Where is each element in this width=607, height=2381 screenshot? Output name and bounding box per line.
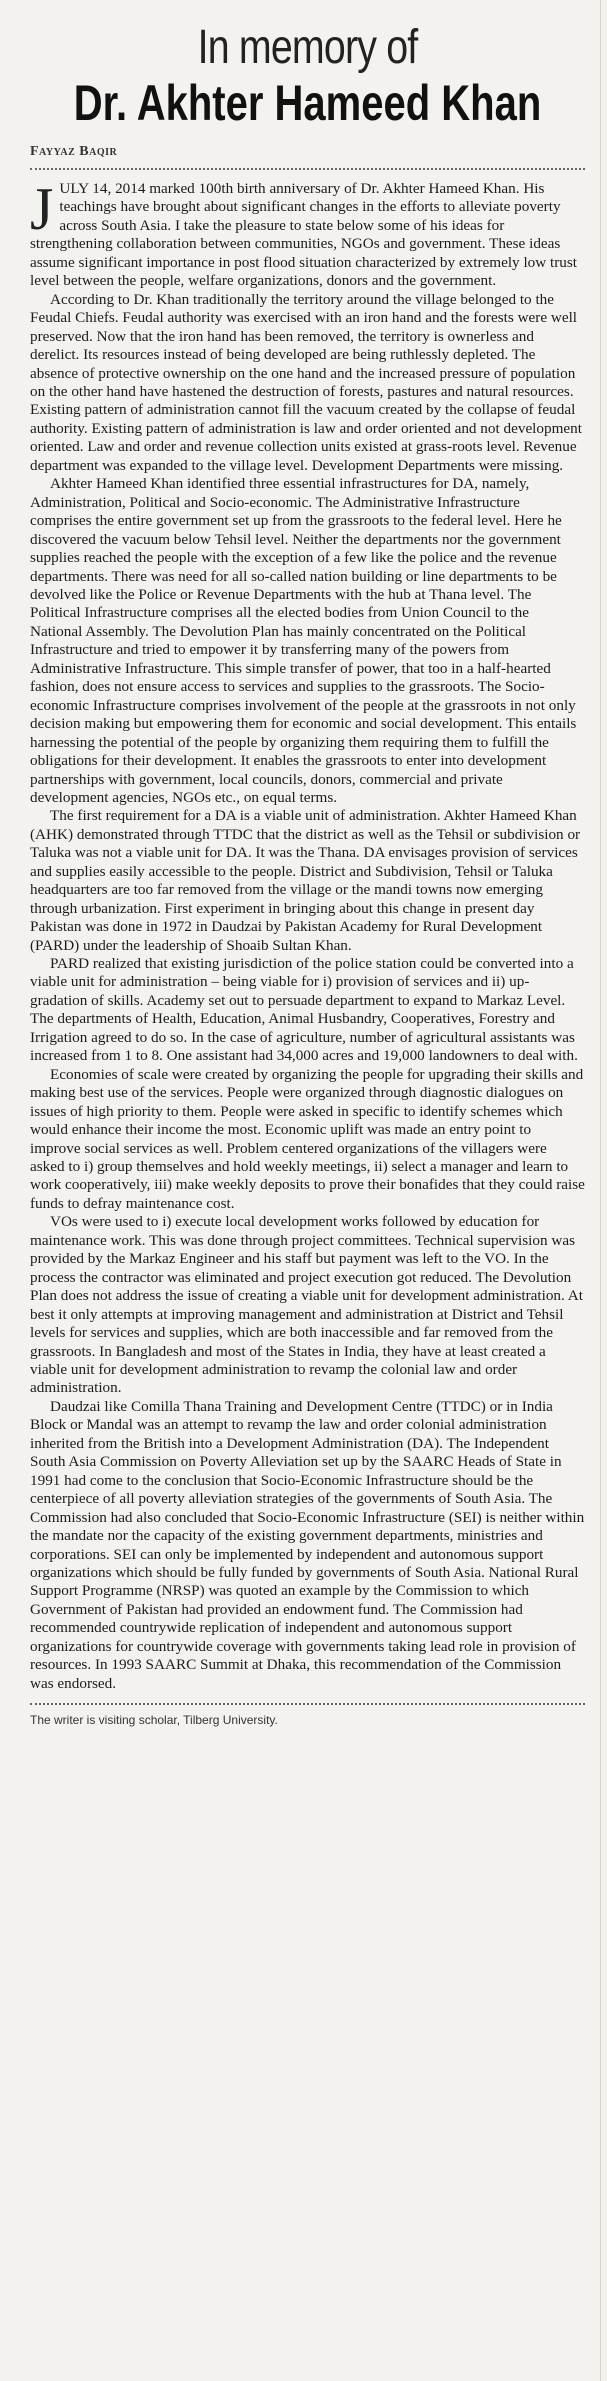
article-paragraph: The first requirement for a DA is a viable unit of administration. Akhter Hameed Khan (AHK) demonstrated through TTDC that the district as well as the Tehsil or subdivision or Taluka was not a viable unit for DA. It was the Thana. DA envisages provision of services and supplies easily accessible to the people. District and Subdivision, Tehsil or Taluka headquarters are too far removed from the village or the mandi towns now emerging through urbanization. First experiment in bringing about this change in present day Pakistan was done in 1972 in Daudzai by Pakistan Academy for Rural Development (PARD) under the leadership of Shoaib Sultan Khan. bbox=[30, 807, 581, 954]
article-paragraph: Daudzai like Comilla Thana Training and Development Centre (TTDC) or in India Block or Mandal was an attempt to revamp the law and order colonial administration inherited from the British into a Development Administration (DA). The Independent South Asia Commission on Poverty Alleviation set up by the SAARC Heads of State in 1991 had come to the conclusion that Socio-Economic Infrastructure should be the centerpiece of all poverty alleviation strategies of the governments of South Asia. The Commission had also concluded that Socio-Economic Infrastructure (SEI) is neither within the mandate nor the capacity of the existing government departments, ministries and corporations. SEI can only be implemented by independent and autonomous support organizations which should be fully funded by governments of South Asia. National Rural Support Programme (NRSP) was quoted an example by the Commission to which Government of Pakistan had provided an endowment fund. The Commission had recommended countrywide replication of independent and autonomous support organizations for countrywide coverage with governments taking lead role in provision of resources. In 1993 SAARC Summit at Dhaka, this recommendation of the Commission was endorsed. bbox=[30, 1397, 585, 1692]
article-paragraph: PARD realized that existing jurisdiction of the police station could be converted into a viable unit for administration – being viable for i) provision of services and ii) up-gradation of skills. Academy set out to persuade department to expand to Markaz Level. The departments of Health, Education, Animal Husbandry, Cooperatives, Forestry and Irrigation agreed to do so. In the case of agriculture, number of agricultural assistants was increased from 1 to 8. One assistant had 34,000 acres and 19,000 landowners to deal with. bbox=[30, 955, 578, 1065]
headline-kicker: In memory of bbox=[197, 21, 418, 74]
article-paragraph: According to Dr. Khan traditionally the territory around the village belonged to the Feudal Chiefs. Feudal authority was exercised with an iron hand and the forests were well preserved. Now that the iron hand has been removed, the territory is ownerless and derelict. Its resources instead of being developed are being ruthlessly depleted. The absence of protective ownership on the one hand and the increased pressure of population on the other hand have hastened the destruction of forests, pastures and natural resources. Existing pattern of administration cannot fill the vacuum created by the collapse of feudal authority. Existing pattern of administration is law and order oriented and not development oriented. Law and order and revenue collection units existed at grass-roots level. Revenue department was expanded to the village level. Development Departments were missing. bbox=[30, 290, 582, 474]
author-note: The writer is visiting scholar, Tilberg University. bbox=[30, 1713, 278, 1728]
article-paragraph: VOs were used to i) execute local development works followed by education for maintenance work. This was done through project committees. Technical supervision was provided by the Markaz Engineer and his staff but payment was left to the VO. In the process the contractor was eliminated and project execution got reduced. The Devolution Plan does not address the issue of creating a viable unit for development administration. At best it only attempts at improving management and administration at District and Tehsil levels for services and supplies, which are both inaccessible and far removed from the grassroots. In Bangladesh and most of the States in India, they have at least created a viable unit for development administration to revamp the colonial law and order administration. bbox=[30, 1213, 583, 1397]
headline-title: Dr. Akhter Hameed Khan bbox=[73, 75, 542, 131]
article-body bbox=[30, 176, 585, 1693]
column-divider bbox=[600, 0, 601, 2381]
article-paragraph: JULY 14, 2014 marked 100th birth anniversary of Dr. Akhter Hameed Khan. His teachings have brought about significant changes in the efforts to alleviate poverty across South Asia. I take the pleasure to state below some of his ideas for strengthening collaboration between communities, NGOs and government. These ideas assume significant importance in post flood situation characterized by extremely low trust level between the people, welfare organizations, donors and the government. bbox=[30, 176, 578, 290]
footer-divider bbox=[30, 1703, 585, 1705]
drop-cap: J bbox=[30, 176, 54, 242]
article-paragraph: Akhter Hameed Khan identified three essential infrastructures for DA, namely, Administration, Political and Socio-economic. The Administrative Infrastructure comprises the entire government set up from the grassroots to the federal level. Here he discovered the vacuum below Tehsil level. Neither the departments nor the government supplies reached the people with the exception of a few like the police and the revenue departments. There was need for all so-called nation building or line departments to be devolved like the Police or Revenue Departments with the hub at Thana level. The Political Infrastructure comprises all the elected bodies from Union Council to the National Assembly. The Devolution Plan has mainly concentrated on the Political Infrastructure and tried to empower it by transferring many of the powers from Administrative Infrastructure. This simple transfer of power, that too in a half-hearted fashion, does not ensure access to services and supplies to the grassroots. The Socio-economic Infrastructure comprises involvement of the people at the grassroots in not only decision making but empowering them for economic and social development. This entails harnessing the potential of the people by organizing them requiring them to fulfill the obligations for their development. It enables the grassroots to enter into development partnerships with government, local councils, donors, commercial and private development agencies, NGOs etc., on equal terms. bbox=[30, 475, 577, 806]
author-byline: Fayyaz Baqir bbox=[30, 144, 118, 159]
article-paragraph: Economies of scale were created by organizing the people for upgrading their skills and making best use of the services. People were organized through diagnostic dialogues on issues of high priority to them. People were asked in specific to identify schemes which would enhance their income the most. Economic uplift was made an entry point to improve social services as well. Problem centered organizations of the villagers were asked to i) group themselves and hold weekly meetings, ii) select a manager and learn to work cooperatively, iii) make weekly deposits to prove their bonafides that they could raise funds to defray maintenance cost. bbox=[30, 1065, 585, 1212]
header-divider bbox=[30, 168, 585, 170]
